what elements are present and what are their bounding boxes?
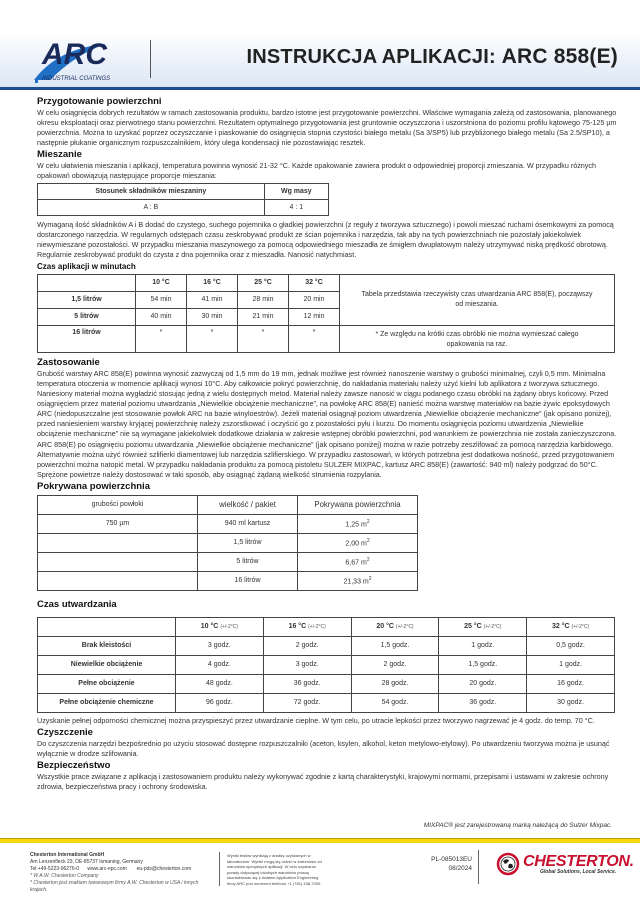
pot-life-temp: 25 °C — [238, 275, 289, 292]
footer-divider — [219, 852, 220, 886]
pot-life-cell: * — [136, 326, 187, 353]
pot-life-cell: 20 min — [289, 292, 340, 309]
section-heading-safety: Bezpieczeństwo — [37, 760, 111, 771]
section-heading-mixing: Mieszanie — [37, 149, 82, 160]
pot-life-note: Tabela przedstawia rzeczywisty czas utwardzania ARC 858(E), począwszy od mieszania. — [340, 275, 615, 326]
table-row — [38, 326, 615, 353]
table-row — [38, 694, 615, 713]
cure-cell: 48 godz. — [176, 675, 264, 694]
pot-life-cell: 40 min — [136, 309, 187, 326]
cure-cell: 16 godz. — [527, 675, 615, 694]
coverage-thickness-empty — [38, 572, 198, 591]
cure-row-label: Brak kleistości — [38, 637, 176, 656]
cure-temp: 10 °C (+/-2°C) — [176, 618, 264, 637]
table-row — [38, 656, 615, 675]
pot-life-cell: * — [187, 326, 238, 353]
footer-note-1: * W A.W. Chesterton Company — [30, 873, 99, 879]
section-heading-surface-prep: Przygotowanie powierzchni — [37, 96, 162, 107]
pot-life-row-label: 16 litrów — [38, 326, 136, 353]
pot-life-cell: * — [289, 326, 340, 353]
doc-code: PL-085013EU — [431, 856, 472, 863]
application-text-1: Grubość warstwy ARC 858(E) powinna wynosić zazwyczaj od 1,5 mm do 19 mm, jednak możliwe jest również nanoszenie warstwy o grubości minimalnej, czyli 0,5 mm. Minimalna temperatura otoczenia w momencie aplikacji wynosi 10°C. Aby całkowicie pokryć powierzchnię, do nakładania materiału należy użyć kielni lub aplikatora z tworzywa sztucznego. Naniesiony materiał można wygładzić stosując jedną z wielu dostępnych metod. Materiał należy zawsze nanosić w ciągu podanego czasu obróbki na żądany obrys końcowy. Przed osiągnięciem przez materiał poziomu utwardzania „Niewielkie obciążenie mechaniczne”, na powłokę ARC 858(E) nanieść można warstwę materiałów na bazie żywic epoksydowych ARC (niedopuszczalne jest stosowanie powłok ARC na bazie winyloestrów). Jeżeli materiał osiągnął poziom utwardzenia „Niewielkie obciążenie mechaniczne” (jak opisano poniżej), przed naniesieniem warstwy kryjącej powierzchnię należy zszorstkować i oczyścić go z pozostałości pyłu i kurzu. Do momentu osiągnięcia poziomu utwardzenia „Niewielkie obciążenie mechaniczne” nie są wymagane jakiekolwiek dodatkowe działania w zakresie wstępnej obróbki powierzchni, pod warunkiem że powierzchnia nie została zanieczyszczona. — [37, 369, 617, 438]
cure-cell: 1 godz. — [527, 656, 615, 675]
section-heading-application: Zastosowanie — [37, 357, 100, 368]
application-text-2: ARC 858(E) po osiągnięciu poziomu utwardzania „Niewielkie obciążenie mechaniczne” (jak opisano poniżej) można w razie potrzeby zeszlifować za pomocą narzędzia karbidowego. Alternatywnie można użyć również szlifierki diamentowej lub narzędzia szlifierskiego. W przypadku zastosowań, w których potrzebna jest dodatkowa nośność, przed przygotowaniem powierzchni można natopić metal. W przypadku nakładania produktu za pomocą pistoletu SULZER MIXPAC, kartusz ARC 858(E) (zawartość: 940 ml) należy podgrzać do 50°C. Sprężone powietrze należy dostosować w taki sposób, aby osiągnąć żądaną wielkość strumienia rozpylania. — [37, 440, 615, 479]
cure-cell: 54 godz. — [351, 694, 439, 713]
table-row — [38, 572, 418, 591]
cure-cell: 3 godz. — [176, 637, 264, 656]
pot-life-corner — [38, 275, 136, 292]
cure-cell: 2 godz. — [263, 637, 351, 656]
cure-corner — [38, 618, 176, 637]
coverage-header-thickness: grubości powłoki — [38, 496, 198, 515]
pot-life-cell: 30 min — [187, 309, 238, 326]
cure-cell: 30 godz. — [527, 694, 615, 713]
footer-company: Chesterton International GmbH — [30, 852, 105, 858]
section-heading-pot-life: Czas aplikacji w minutach — [37, 262, 136, 271]
pot-life-cell: 28 min — [238, 292, 289, 309]
cure-cell: 36 godz. — [439, 694, 527, 713]
footer-contact — [30, 866, 200, 873]
mix-ratio-table — [37, 183, 329, 216]
table-row — [38, 553, 418, 572]
mixing-intro: W celu ułatwienia mieszania i aplikacji, temperatura powinna wynosić 21-32 °C. Każde opakowanie zawiera produkt o odpowiedniej proporcji zmieszania. W przypadku różnych opakowań obowiązują następujące proporcje mieszania: — [37, 161, 596, 180]
pot-life-footnote: * Ze względu na krótki czas obróbki nie można wymieszać całego opakowania na raz. — [340, 326, 615, 353]
cure-row-label: Niewielkie obciążenie — [38, 656, 176, 675]
header-rule — [0, 87, 640, 90]
chesterton-tagline: Global Solutions, Local Service. — [540, 869, 617, 875]
pot-life-cell: 41 min — [187, 292, 238, 309]
pot-life-temp: 10 °C — [136, 275, 187, 292]
mix-ratio-value: A : B — [38, 200, 265, 216]
footer-rule — [0, 838, 640, 843]
pot-life-cell: 54 min — [136, 292, 187, 309]
pot-life-cell: * — [238, 326, 289, 353]
title-prefix: INSTRUKCJA APLIKACJI: — [246, 46, 502, 68]
table-row — [38, 534, 418, 553]
table-row — [38, 675, 615, 694]
footer-divider — [478, 850, 479, 884]
cure-cell: 4 godz. — [176, 656, 264, 675]
safety-text: Wszystkie prace związane z aplikacją i zastosowaniem produktu należy wykonywać zgodnie z kartą charakterystyki, krajowymi normami, przepisami i ustawami w zakresie ochrony zdrowia, bezpieczeństwa pracy i ochrony środowiska. — [37, 772, 609, 791]
coverage-table — [37, 495, 418, 591]
cure-cell: 1,5 godz. — [351, 637, 439, 656]
coverage-header-area: Pokrywana powierzchnia — [298, 496, 418, 515]
pot-life-table — [37, 274, 615, 353]
pot-life-cell: 12 min — [289, 309, 340, 326]
coverage-size: 16 litrów — [198, 572, 298, 591]
coverage-area: 6,67 $m^2$ — [298, 553, 418, 572]
cure-cell: 96 godz. — [176, 694, 264, 713]
cure-cell: 2 godz. — [351, 656, 439, 675]
cure-cell: 72 godz. — [263, 694, 351, 713]
table-row — [38, 515, 418, 534]
coverage-thickness: 750 µm — [38, 515, 198, 534]
cure-temp: 32 °C (+/-2°C) — [527, 618, 615, 637]
arc-logo — [28, 34, 120, 86]
mix-header-weight: Wg masy — [264, 184, 328, 200]
table-row — [38, 637, 615, 656]
cure-row-label: Pełne obciążenie — [38, 675, 176, 694]
cleaning-text: Do czyszczenia narzędzi bezpośrednio po użyciu stosować dostępne rozpuszczalniki (aceton, ksylen, alkohol, keton metylowo-etylowy). Po utwardzeniu tworzywa można je usunąć wyłącznie w drodze szlifowania. — [37, 739, 610, 758]
cure-text: Uzyskanie pełnej odporności chemicznej można przyspieszyć przez utwardzanie cieplne. W tym celu, po utracie lepkości przez tworzywo nagrzewać je 4 godz. do temp. 70 °C. — [37, 716, 595, 725]
logo-text: ARC — [42, 38, 107, 71]
coverage-area: 21,33 $m^2$ — [298, 572, 418, 591]
footer-tel: Tel +49-5223-96276-0 — [30, 866, 80, 872]
cure-cell: 1,5 godz. — [439, 656, 527, 675]
chesterton-logo: CHESTERTON. — [523, 853, 634, 870]
footer-web-link[interactable]: www.arc-epc.com — [87, 866, 127, 872]
header-divider — [150, 40, 151, 78]
cure-cell: 3 godz. — [263, 656, 351, 675]
mixing-text: Wymaganą ilość składników A i B dodać do czystego, suchego pojemnika o gładkiej powierzchni (z reguły z tworzywa sztucznego) i powoli mieszać ruchami ósemkowymi za pomocą dostarczonego narzędzia. W regularnych odstępach czasu zeskrobywać produkt ze ścian pojemnika i narzędzia, tak aby na tych powierzchniach nie pozostały jakiekolwiek niewymieszane pozostałości. W przypadku mieszania maszynowego za pomocą odpowiedniego mieszadła ze śmigłem dwupłatowym należy utrzymywać niską prędkość obrotową. Regularnie zeskrobywać produkt do czysta z dna pojemnika oraz z mieszadła. Nanosić natychmiast. — [37, 220, 614, 259]
logo-subtext: INDUSTRIAL COATINGS — [42, 76, 111, 82]
section-heading-cleaning: Czyszczenie — [37, 727, 93, 738]
pot-life-row-label: 5 litrów — [38, 309, 136, 326]
pot-life-temp: 32 °C — [289, 275, 340, 292]
coverage-header-size: wielkość / pakiet — [198, 496, 298, 515]
cure-temp: 20 °C (+/-2°C) — [351, 618, 439, 637]
coverage-size: 1,5 litrów — [198, 534, 298, 553]
coverage-area: 2,00 $m^2$ — [298, 534, 418, 553]
footer-email-link[interactable]: eu-pds@chesterton.com — [136, 866, 192, 872]
cure-cell: 36 godz. — [263, 675, 351, 694]
coverage-size: 5 litrów — [198, 553, 298, 572]
coverage-size: 940 ml kartusz — [198, 515, 298, 534]
coverage-thickness-empty — [38, 553, 198, 572]
page-title — [246, 45, 618, 69]
mix-header-ratio: Stosunek składników mieszaniny — [38, 184, 265, 200]
cure-time-table — [37, 617, 615, 713]
coverage-area: 1,25 $m^2$ — [298, 515, 418, 534]
doc-date: 08/2024 — [448, 865, 472, 872]
mix-weight-value: 4 : 1 — [264, 200, 328, 216]
footer-note-2: * Chesterton jest znakiem towarowym firmy A.W. Chesterton w USA i innych krajach. — [30, 880, 199, 893]
footer-address — [30, 852, 200, 894]
cure-temp: 16 °C (+/-2°C) — [263, 618, 351, 637]
title-product: ARC 858(E) — [501, 45, 618, 68]
footer-doc-code — [420, 855, 472, 873]
section-heading-cure: Czas utwardzania — [37, 599, 117, 610]
document-body — [37, 96, 617, 793]
cure-cell: 20 godz. — [439, 675, 527, 694]
cure-row-label: Pełne obciążenie chemiczne — [38, 694, 176, 713]
surface-prep-text: W celu osiągnięcia dobrych rezultatów w ramach zastosowania produktu, bardzo istotne jest przygotowanie powierzchni. Właściwe wymagania zależą od zastosowania, planowanego okresu eksploatacji oraz pierwotnego stanu powierzchni. Rezultatem optymalnego przygotowania jest gruntownie oczyszczona i uszorstniona do poziomu profilu kątowego 75-125 µm powierzchnia. Można to uzyskać poprzez oczyszczanie i piaskowanie do osiągnięcia stopnia czystości białego metalu (Sa 3/SP5) lub przybliżonego białego metalu (Sa 2.5/SP10), a następnie płukanie organicznym rozpuszczalnikiem, który ulega kondensacji nie pozostawiając resztek. — [37, 108, 617, 147]
cure-temp: 25 °C (+/-2°C) — [439, 618, 527, 637]
mixpac-trademark-note: MIXPAC® jest zarejestrowaną marką należącą do Sulzer Mixpac. — [423, 822, 612, 829]
cure-cell: 28 godz. — [351, 675, 439, 694]
footer-street: Am Lenzenfleck 23, DE-85737 Ismaning, Germany — [30, 859, 143, 865]
pot-life-row-label: 1,5 litrów — [38, 292, 136, 309]
coverage-thickness-empty — [38, 534, 198, 553]
cure-cell: 0,5 godz. — [527, 637, 615, 656]
pot-life-temp: 16 °C — [187, 275, 238, 292]
pot-life-cell: 21 min — [238, 309, 289, 326]
cure-cell: 1 godz. — [439, 637, 527, 656]
section-heading-coverage: Pokrywana powierzchnia — [37, 481, 150, 492]
footer-disclaimer: Wyniki testów wynikają z analizy uzyskanych w laboratorium. Wyniki mogą się różnić w zależności od warunków specjalnych aplikacji. W celu uzyskania porady dotyczącej lokalnych warunków proszę skontaktować się z działem Application Engineering firmy ARC pod numerem telefonu +1 (781) 438-7000. — [227, 853, 322, 886]
